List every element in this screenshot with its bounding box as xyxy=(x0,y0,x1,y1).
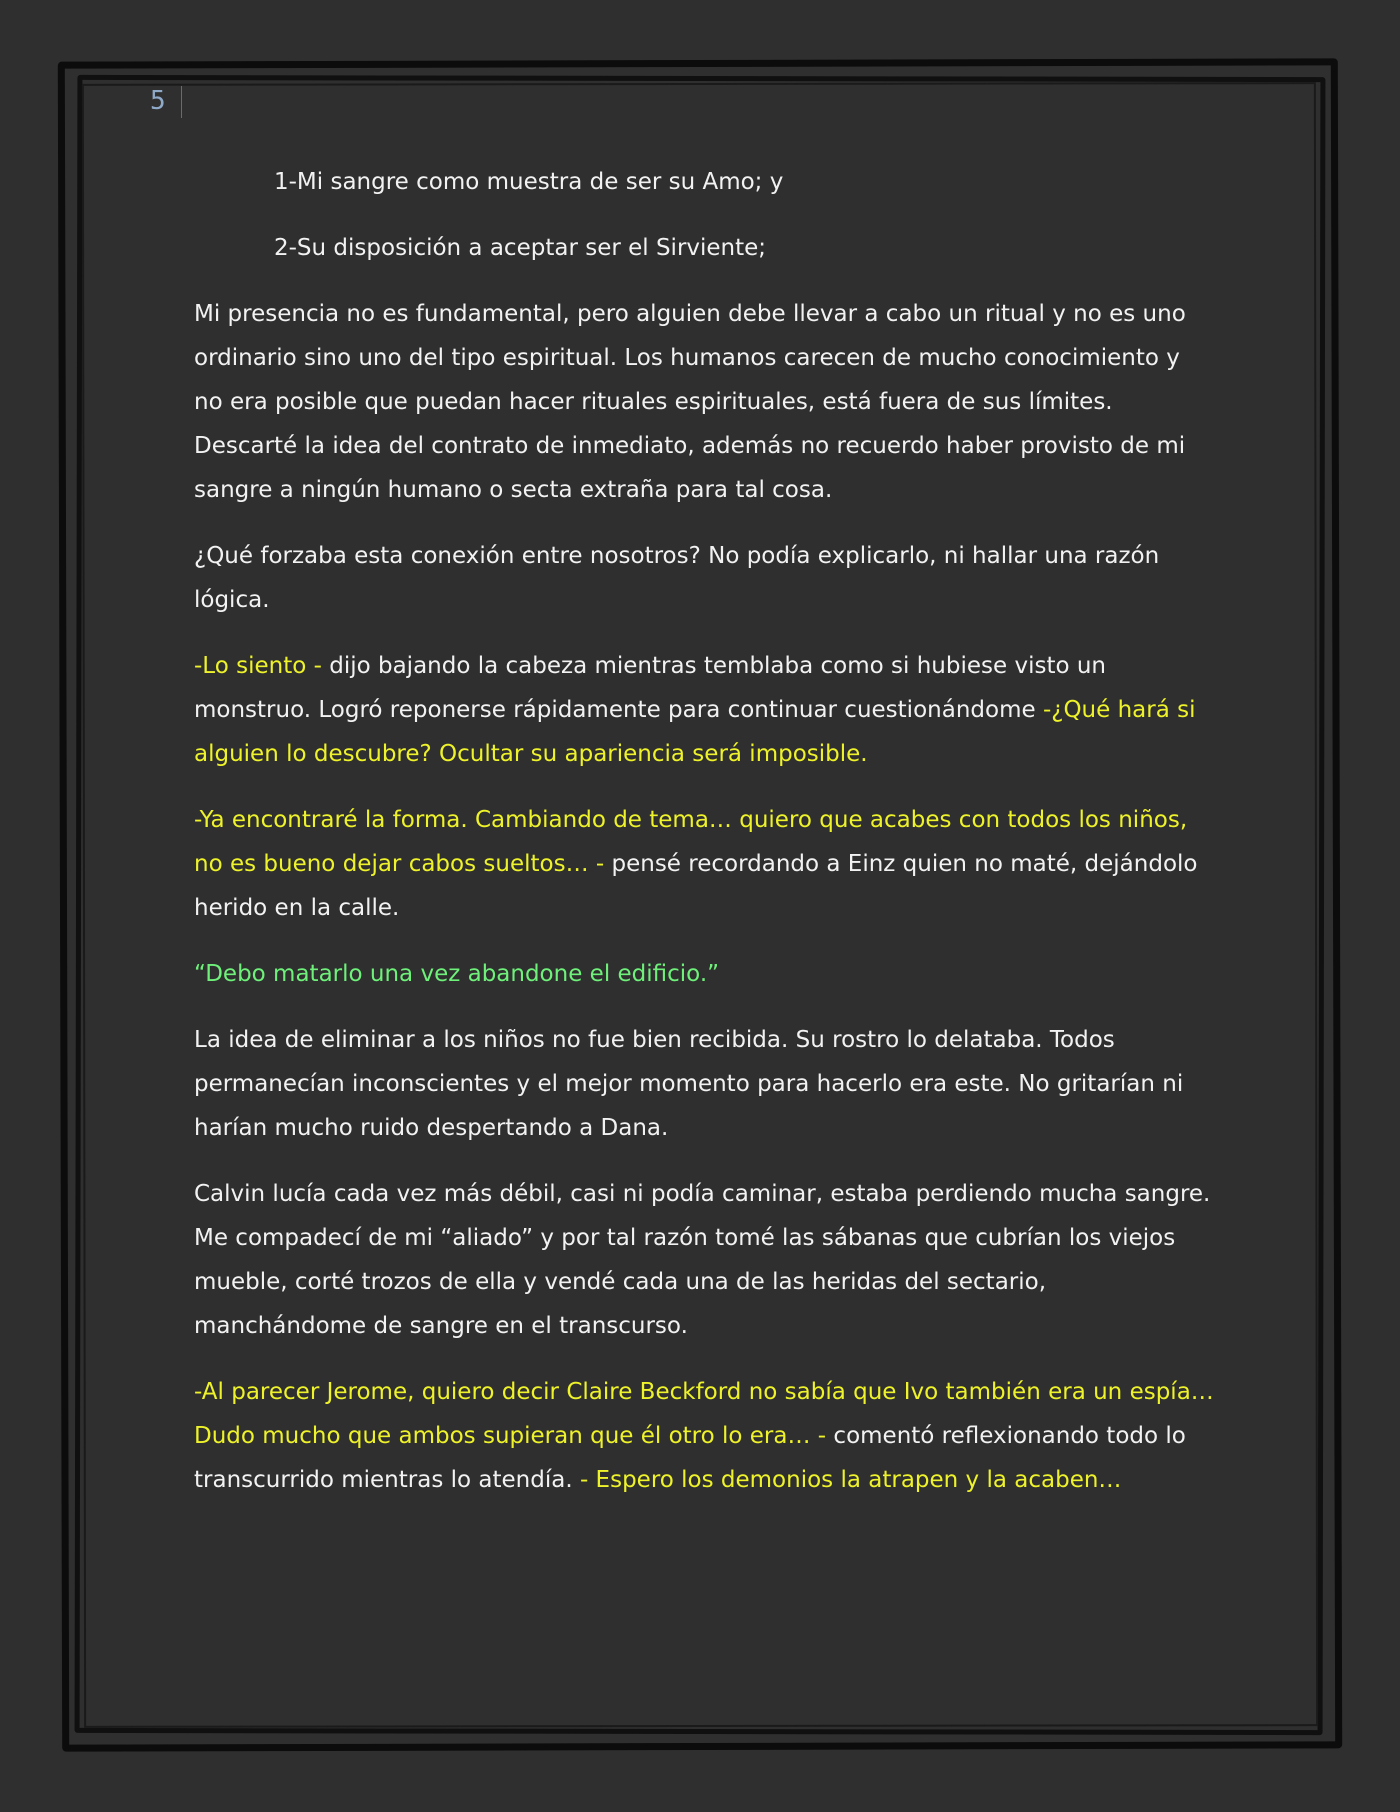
paragraph xyxy=(194,952,1214,996)
paragraph xyxy=(194,292,1214,512)
paragraph xyxy=(194,1370,1214,1502)
narration-text: dijo bajando la cabeza mientras temblaba como si hubiese visto un monstruo. Logró reponerse rápidamente para continuar cuestionándome xyxy=(194,653,1106,723)
narration-text: comentó reflexionando todo lo transcurrido mientras lo atendía. xyxy=(194,1423,1186,1493)
dialogue-text: -Al parecer Jerome, quiero decir Claire Beckford no sabía que Ivo también era un espía… Dudo mucho que ambos supieran que él otro lo era… - xyxy=(194,1379,1214,1449)
narration-text: pensé recordando a Einz quien no maté, dejándolo herido en la calle. xyxy=(194,851,1198,921)
paragraph xyxy=(194,534,1214,622)
page-number: 5 xyxy=(150,86,166,116)
page-number-divider xyxy=(181,86,182,118)
document-body xyxy=(194,160,1214,1524)
dialogue-text: -¿Qué hará si alguien lo descubre? Ocultar su apariencia será imposible. xyxy=(194,697,1196,767)
thought-text: “Debo matarlo una vez abandone el edificio.” xyxy=(194,961,720,987)
list-item: 2-Su disposición a aceptar ser el Sirviente; xyxy=(274,235,767,261)
narration-text: Mi presencia no es fundamental, pero alguien debe llevar a cabo un ritual y no es uno ordinario sino uno del tipo espiritual. Los humanos carecen de mucho conocimiento y no era posible que puedan hacer rituales espirituales, está fuera de sus límites. Descarté la idea del contrato de inmediato, además no recuerdo haber provisto de mi sangre a ningún humano o secta extraña para tal cosa. xyxy=(194,301,1186,503)
list-item: 1-Mi sangre como muestra de ser su Amo; y xyxy=(274,169,784,195)
paragraph xyxy=(194,798,1214,930)
dialogue-text: -Lo siento - xyxy=(194,653,322,679)
dialogue-text: - Espero los demonios la atrapen y la acaben… xyxy=(579,1467,1122,1493)
narration-text: ¿Qué forzaba esta conexión entre nosotros? No podía explicarlo, ni hallar una razón lógica. xyxy=(194,543,1160,613)
dialogue-text: -Ya encontraré la forma. Cambiando de tema… quiero que acabes con todos los niños, no es bueno dejar cabos sueltos… - xyxy=(194,807,1188,877)
paragraph xyxy=(194,644,1214,776)
paragraph xyxy=(194,1172,1214,1348)
narration-text: Calvin lucía cada vez más débil, casi ni podía caminar, estaba perdiendo mucha sangre. Me compadecí de mi “aliado” y por tal razón tomé las sábanas que cubrían los viejos mueble, corté trozos de ella y vendé cada una de las heridas del sectario, manchándome de sangre en el transcurso. xyxy=(194,1181,1211,1339)
narration-text: La idea de eliminar a los niños no fue bien recibida. Su rostro lo delataba. Todos permanecían inconscientes y el mejor momento para hacerlo era este. No gritarían ni harían mucho ruido despertando a Dana. xyxy=(194,1027,1184,1141)
paragraph xyxy=(194,1018,1214,1150)
